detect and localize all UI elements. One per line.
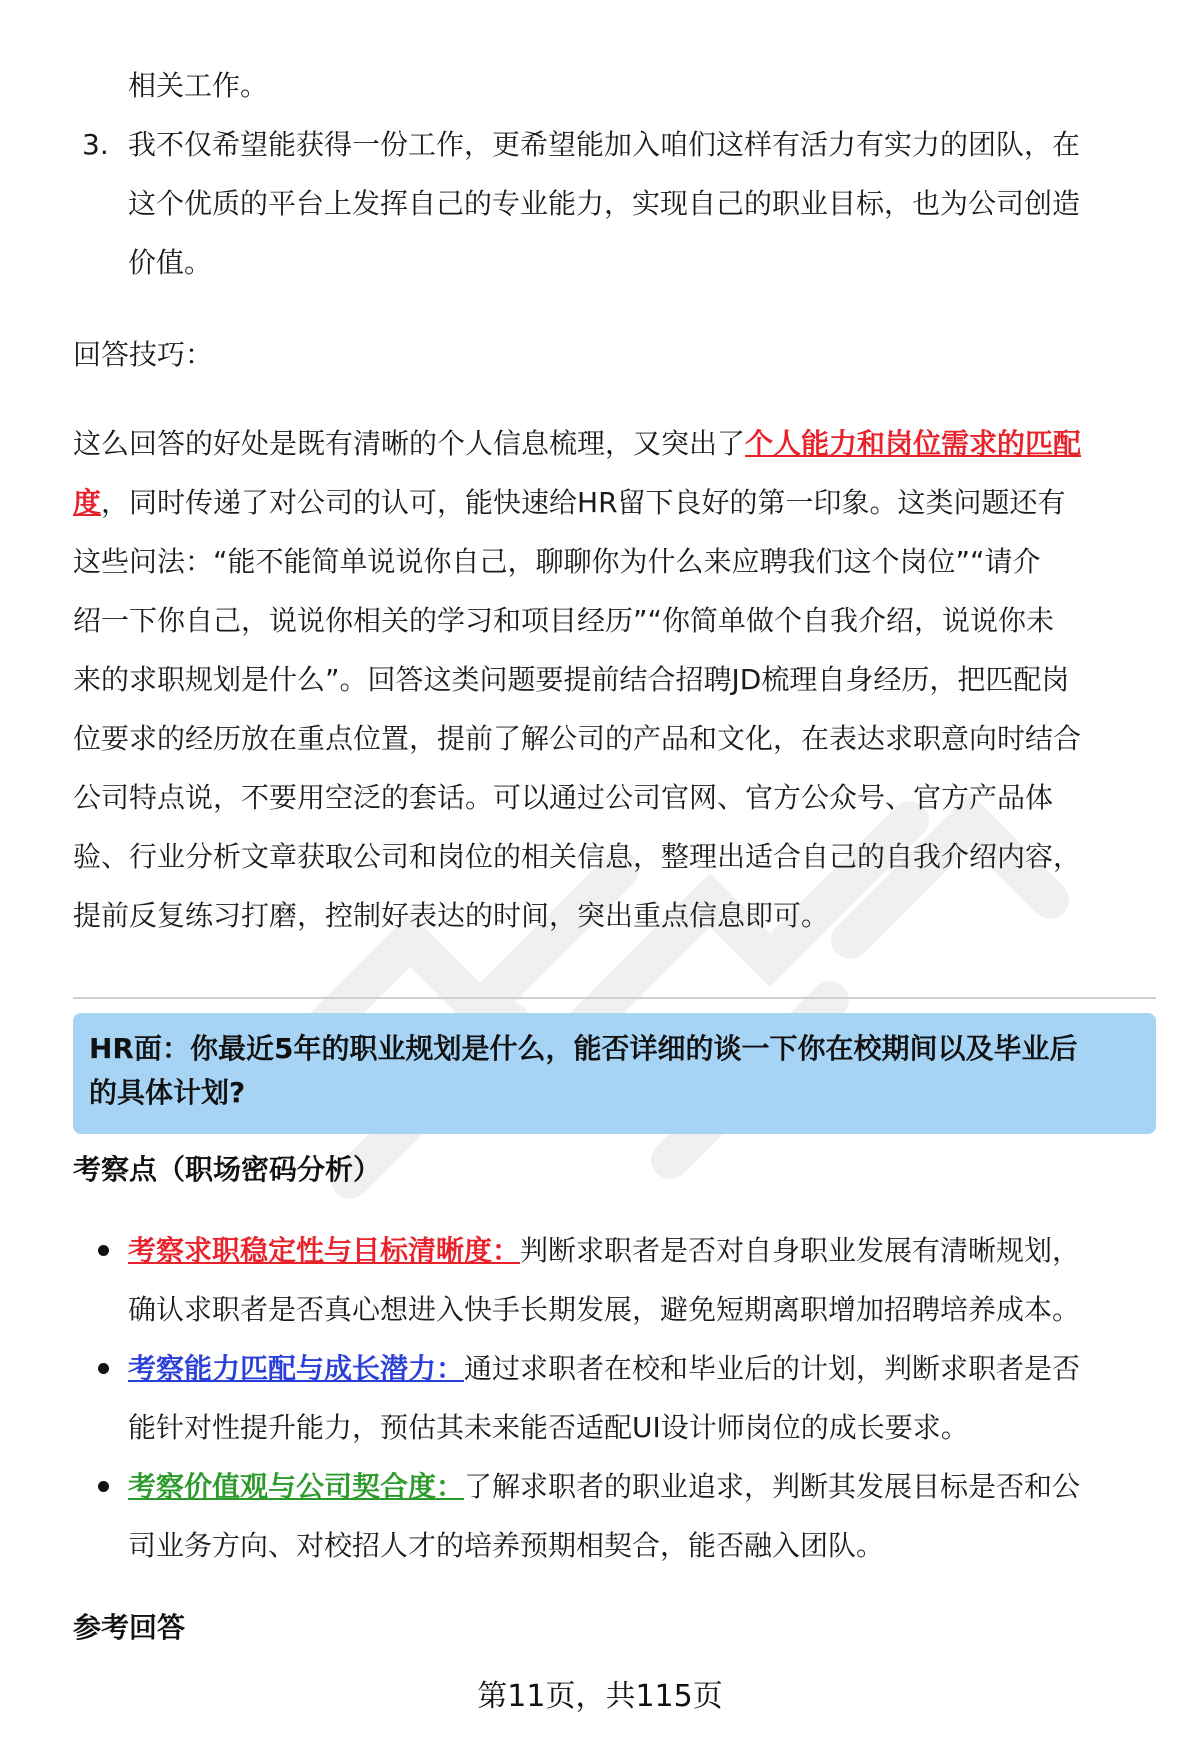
tips-line-2-text: ，同时传递了对公司的认可，能快速给HR留下良好的第一印象。这类问题还有: [101, 486, 1066, 519]
bullet-icon: [98, 1245, 109, 1256]
assessment-item-2: [128, 1339, 1158, 1398]
list-item-3-line-2: 这个优质的平台上发挥自己的专业能力，实现自己的职业目标，也为公司创造: [128, 187, 1081, 220]
list-number-3: 3.: [82, 128, 109, 161]
tips-line-1: [73, 414, 1163, 473]
bullet-icon: [98, 1363, 109, 1374]
assessment-item-1-line-2: 确认求职者是否真心想进入快手长期发展，避免短期离职增加招聘培养成本。: [128, 1293, 1081, 1326]
assessment-item-3-line-1: 了解求职者的职业追求，判断其发展目标是否和公: [464, 1470, 1081, 1503]
assessment-item-3-line-2: 司业务方向、对校招人才的培养预期相契合，能否融入团队。: [128, 1529, 885, 1562]
question-callout: [73, 1013, 1156, 1134]
assessment-keyword-3: 考察价值观与公司契合度：: [128, 1470, 465, 1503]
tips-line-5: 来的求职规划是什么”。回答这类问题要提前结合招聘JD梳理自身经历，把匹配岗: [73, 663, 1070, 696]
list-item-2-tail: 相关工作。: [128, 69, 269, 102]
tips-highlight-tail: 度: [73, 486, 102, 519]
question-line-2: 的具体计划?: [89, 1076, 246, 1109]
question-line-1: HR面：你最近5年的职业规划是什么，能否详细的谈一下你在校期间以及毕业后: [89, 1032, 1078, 1065]
tips-highlight: 个人能力和岗位需求的匹配: [745, 427, 1082, 460]
page-footer: 第11页，共115页: [477, 1679, 723, 1714]
tips-line-1-text: 这么回答的好处是既有清晰的个人信息梳理，又突出了: [73, 427, 746, 460]
assessment-item-3: [128, 1457, 1158, 1516]
tips-line-9: 提前反复练习打磨，控制好表达的时间，突出重点信息即可。: [73, 899, 830, 932]
tips-line-8: 验、行业分析文章获取公司和岗位的相关信息，整理出适合自己的自我介绍内容，: [73, 840, 1082, 873]
assessment-item-1: [128, 1221, 1158, 1280]
assessment-heading: 考察点（职场密码分析）: [73, 1153, 382, 1186]
assessment-keyword-2: 考察能力匹配与成长潜力：: [128, 1352, 465, 1385]
assessment-item-1-line-1: 判断求职者是否对自身职业发展有清晰规划，: [520, 1234, 1081, 1267]
assessment-item-2-line-2: 能针对性提升能力，预估其未来能否适配UI设计师岗位的成长要求。: [128, 1411, 969, 1444]
assessment-keyword-1: 考察求职稳定性与目标清晰度：: [128, 1234, 521, 1267]
tips-line-7: 公司特点说，不要用空泛的套话。可以通过公司官网、官方公众号、官方产品体: [73, 781, 1054, 814]
tips-heading: 回答技巧：: [73, 338, 214, 371]
bullet-icon: [98, 1481, 109, 1492]
assessment-item-2-line-1: 通过求职者在校和毕业后的计划，判断求职者是否: [464, 1352, 1081, 1385]
tips-line-4: 绍一下你自己，说说你相关的学习和项目经历”“你简单做个自我介绍，说说你未: [73, 604, 1055, 637]
question-text: [89, 1027, 1139, 1115]
tips-line-2: [73, 473, 1163, 532]
list-item-3-line-3: 价值。: [128, 246, 213, 279]
list-item-3-line-1: 我不仅希望能获得一份工作，更希望能加入咱们这样有活力有实力的团队，在: [128, 128, 1081, 161]
section-divider: [73, 997, 1156, 999]
tips-line-3: 这些问法：“能不能简单说说你自己，聊聊你为什么来应聘我们这个岗位”“请介: [73, 545, 1041, 578]
reference-answer-heading: 参考回答: [73, 1611, 186, 1644]
tips-line-6: 位要求的经历放在重点位置，提前了解公司的产品和文化，在表达求职意向时结合: [73, 722, 1082, 755]
